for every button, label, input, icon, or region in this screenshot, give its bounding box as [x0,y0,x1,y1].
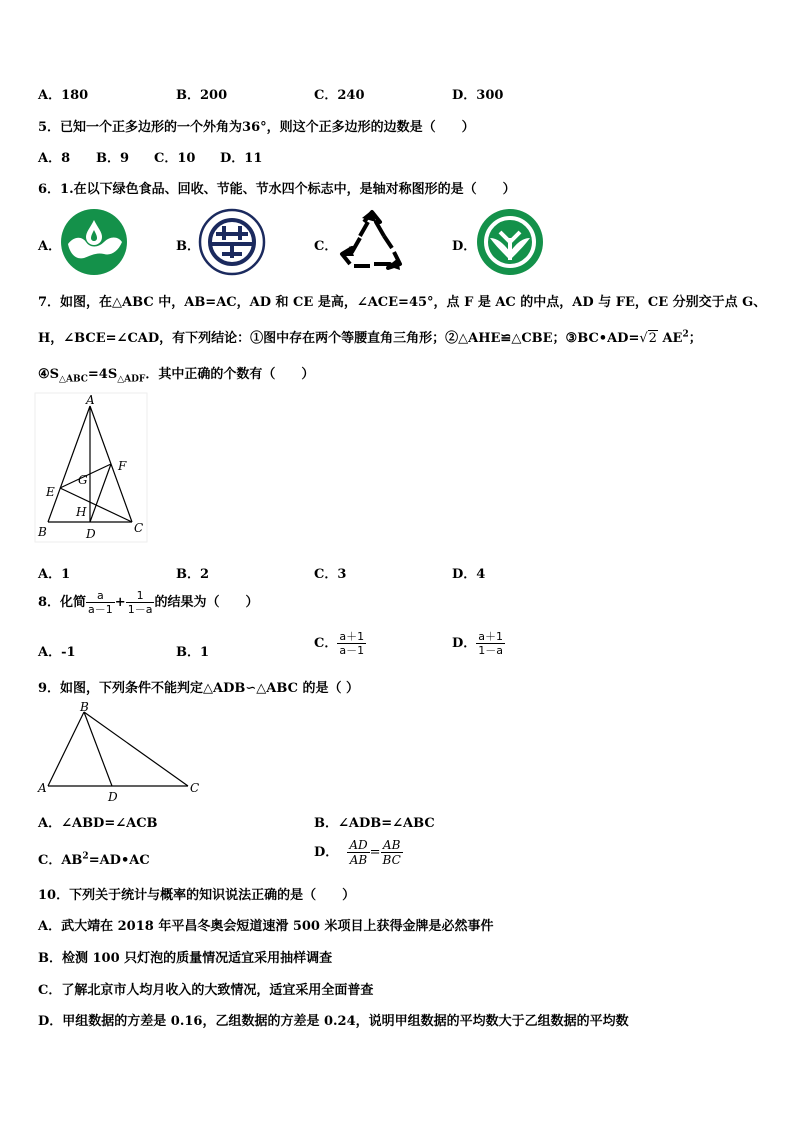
q10-stem: 10．下列关于统计与概率的知识说法正确的是（ ） [38,888,356,903]
plus-sign: + [114,595,126,610]
q8-option-d [452,630,505,657]
q4-option-c: C．240 [314,88,365,103]
sqrt-radicand: 2 [648,331,657,346]
q7-sub1: △ABC [59,374,88,385]
q6-option-b-label: B． [176,239,200,254]
q4-option-b: B．200 [176,88,228,103]
q7-option-c: C．3 [314,567,347,582]
q9-equals: = [369,845,381,860]
q9-option-c-sup: 2 [82,851,89,862]
q10-option-b: B．检测 100 只灯泡的质量情况适宜采用抽样调查 [38,951,333,966]
q7-text-b: AE [662,331,683,346]
recycle-icon [338,208,406,276]
frac1-num: a [86,589,115,603]
q8-stem [38,589,258,616]
optd-den: 1－a [478,644,504,657]
q7-text-e: =4S [87,367,118,382]
q9-option-b: B．∠ADB=∠ABC [314,816,435,831]
fig9-label-c: C [190,781,200,795]
q9-option-c [38,849,150,868]
q4-option-d: D．300 [452,88,504,103]
fig7-label-g: G [78,473,88,487]
q6-stem: 6．1.在以下绿色食品、回收、节能、节水四个标志中，是轴对称图形的是（ ） [38,182,516,197]
optc-den: a－1 [339,644,365,657]
q10-option-a: A．武大靖在 2018 年平昌冬奥会短道速滑 500 米项目上获得金牌是必然事件 [38,919,494,934]
q8-option-b: B．1 [176,645,210,660]
frac2-den: 1－a [127,603,153,616]
q9-triangle-figure [34,700,204,806]
q7-stem-line1: 7．如图，在△ABC 中，AB=AC，AD 和 CE 是高，∠ACE=45°，点 F 是 AC 的中点，AD 与 FE，CE 分别交于点 G、 [38,295,767,310]
q9-frac-1 [347,838,369,867]
q10-option-c: C．了解北京市人均月收入的大致情况，适宜采用全面普查 [38,983,374,998]
q9-frac2-num: AB [381,838,403,853]
q7-stem-line3 [38,363,314,385]
frac2-num: 1 [126,589,155,603]
energy-saving-logo-icon [198,208,266,276]
q5-option-d: D．11 [220,151,263,166]
fig9-label-b: B [80,700,89,714]
q7-option-b: B．2 [176,567,210,582]
frac1-den: a－1 [88,603,113,616]
q8-option-d-frac [476,630,505,657]
q5-option-b: B．9 [96,151,130,166]
q7-triangle-figure [34,392,152,544]
q6-option-a-label: A． [38,239,62,254]
q5-option-c: C．10 [154,151,196,166]
fig7-label-a: A [86,393,95,407]
q9-frac2-den: BC [382,853,401,867]
q7-option-a: A．1 [38,567,71,582]
q8-text-b: 的结果为（ ） [154,595,259,610]
q9-frac-2 [381,838,403,867]
q9-option-d-label: D． [314,845,339,860]
q7-text-a: H，∠BCE=∠CAD，有下列结论：①图中存在两个等腰直角三角形；②△AHE≌△CBE；③BC•AD= [38,331,640,346]
fig7-label-h: H [76,505,87,519]
q9-frac1-den: AB [349,853,368,867]
q8-fraction-2 [126,589,155,616]
q6-option-d-label: D． [452,239,477,254]
fig9-label-d: D [108,790,118,804]
green-water-logo-icon [60,208,128,276]
q7-text-f: ．其中正确的个数有（ ） [145,367,315,382]
q7-stem-line2 [38,327,702,346]
q10-option-d: D．甲组数据的方差是 0.16，乙组数据的方差是 0.24，说明甲组数据的平均数大于乙组数据的平均数 [38,1014,629,1029]
q7-option-d: D．4 [452,567,486,582]
q6-option-c-label: C． [314,239,338,254]
q8-option-c-label: C． [314,636,338,651]
fig7-label-e: E [46,485,55,499]
sqrt-symbol: √2 [639,331,657,346]
q8-text-a: 8．化简 [38,595,87,610]
q8-option-c-frac [337,630,366,657]
q9-option-c-text-b: =AD•AC [88,853,150,868]
green-food-logo-icon [476,208,544,276]
fig7-label-b: B [38,525,47,539]
q5-stem: 5．已知一个正多边形的一个外角为36°，则这个正多边形的边数是（ ） [38,120,475,135]
q9-option-c-text-a: C．AB [38,853,83,868]
q7-text-c: ； [688,331,702,346]
optd-num: a＋1 [478,630,504,643]
fig7-label-c: C [134,521,144,535]
q9-option-d [314,838,403,867]
optc-num: a＋1 [339,630,365,643]
q9-option-a: A．∠ABD=∠ACB [38,816,158,831]
q7-sub2: △ADF [117,374,146,385]
fig9-label-a: A [38,781,47,795]
q8-option-c [314,630,366,657]
q8-option-a: A．-1 [38,645,76,660]
q7-text-d: ④S [38,367,60,382]
q8-fraction-1 [86,589,115,616]
q7-superscript: 2 [682,329,689,340]
q4-option-a: A．180 [38,88,89,103]
fig7-label-f: F [118,459,127,473]
q9-stem: 9．如图，下列条件不能判定△ADB∽△ABC 的是（ ） [38,681,359,696]
q8-option-d-label: D． [452,636,477,651]
q9-frac1-num: AD [349,838,368,852]
q5-option-a: A．8 [38,151,71,166]
fig7-label-d: D [86,527,96,541]
